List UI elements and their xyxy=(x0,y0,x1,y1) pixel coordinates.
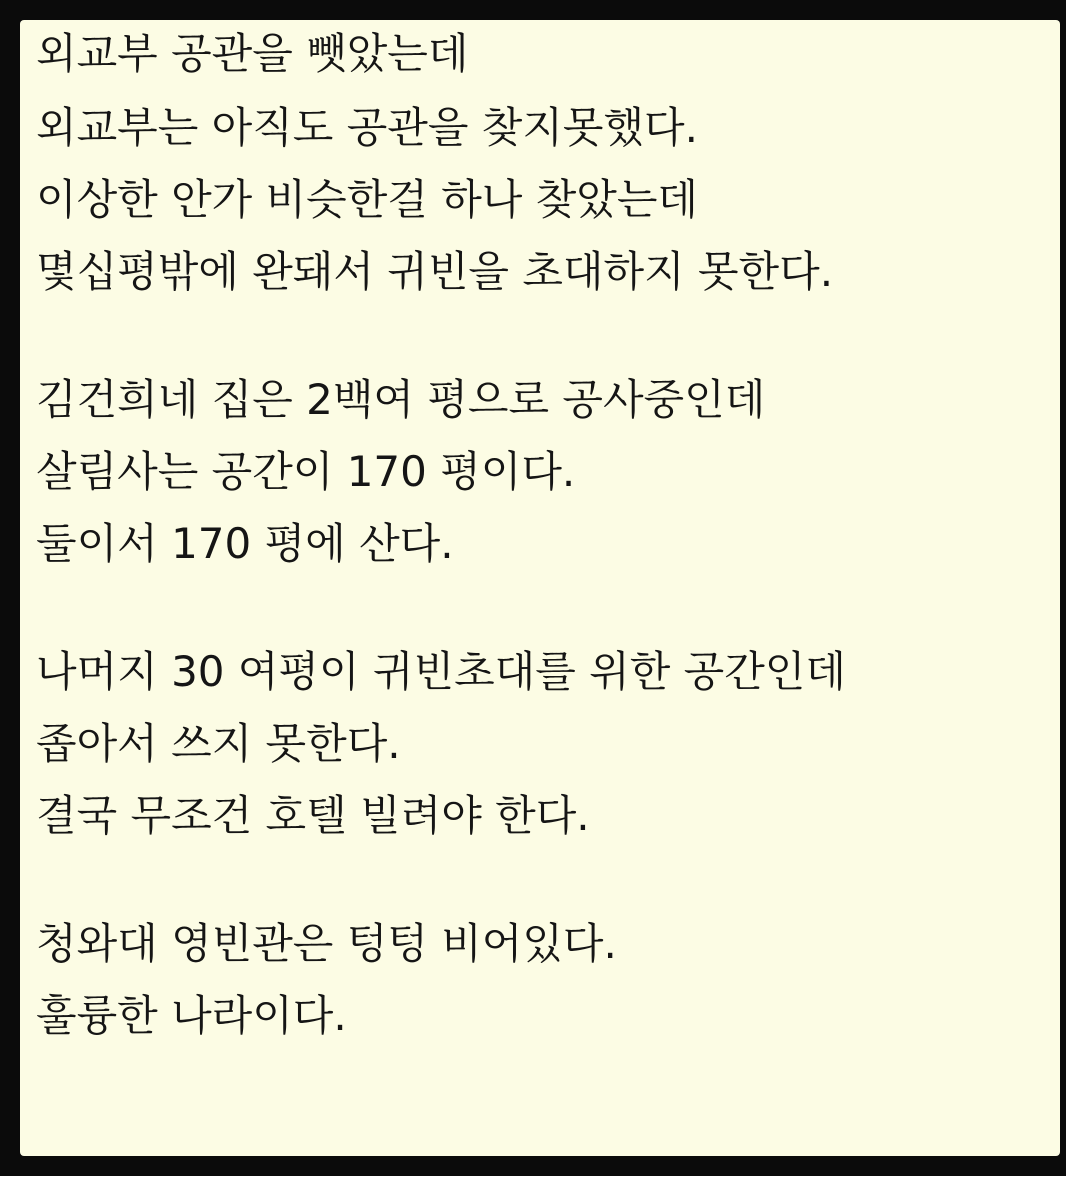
text-line: 외교부 공관을 뺏았는데 xyxy=(36,29,469,78)
paragraph-2 xyxy=(36,364,1060,580)
text-line: 결국 무조건 호텔 빌려야 한다. xyxy=(36,791,590,840)
text-line: 이상한 안가 비슷한걸 하나 찾았는데 xyxy=(36,175,698,224)
paragraph-3 xyxy=(36,636,1060,852)
paragraph-4 xyxy=(36,908,1060,1052)
text-line: 훌륭한 나라이다. xyxy=(36,991,347,1040)
text-line: 외교부는 아직도 공관을 찾지못했다. xyxy=(36,103,698,152)
text-line: 김건희네 집은 2백여 평으로 공사중인데 xyxy=(36,375,766,424)
text-line: 둘이서 170 평에 산다. xyxy=(36,519,454,568)
text-line: 살림사는 공간이 170 평이다. xyxy=(36,447,576,496)
text-line: 몇십평밖에 완돼서 귀빈을 초대하지 못한다. xyxy=(36,247,834,296)
text-line: 나머지 30 여평이 귀빈초대를 위한 공간인데 xyxy=(36,647,846,696)
paragraph-1 xyxy=(36,29,1060,308)
text-line: 좁아서 쓰지 못한다. xyxy=(36,719,401,768)
memo-note xyxy=(20,20,1060,1156)
text-line: 청와대 영빈관은 텅텅 비어있다. xyxy=(36,919,617,968)
